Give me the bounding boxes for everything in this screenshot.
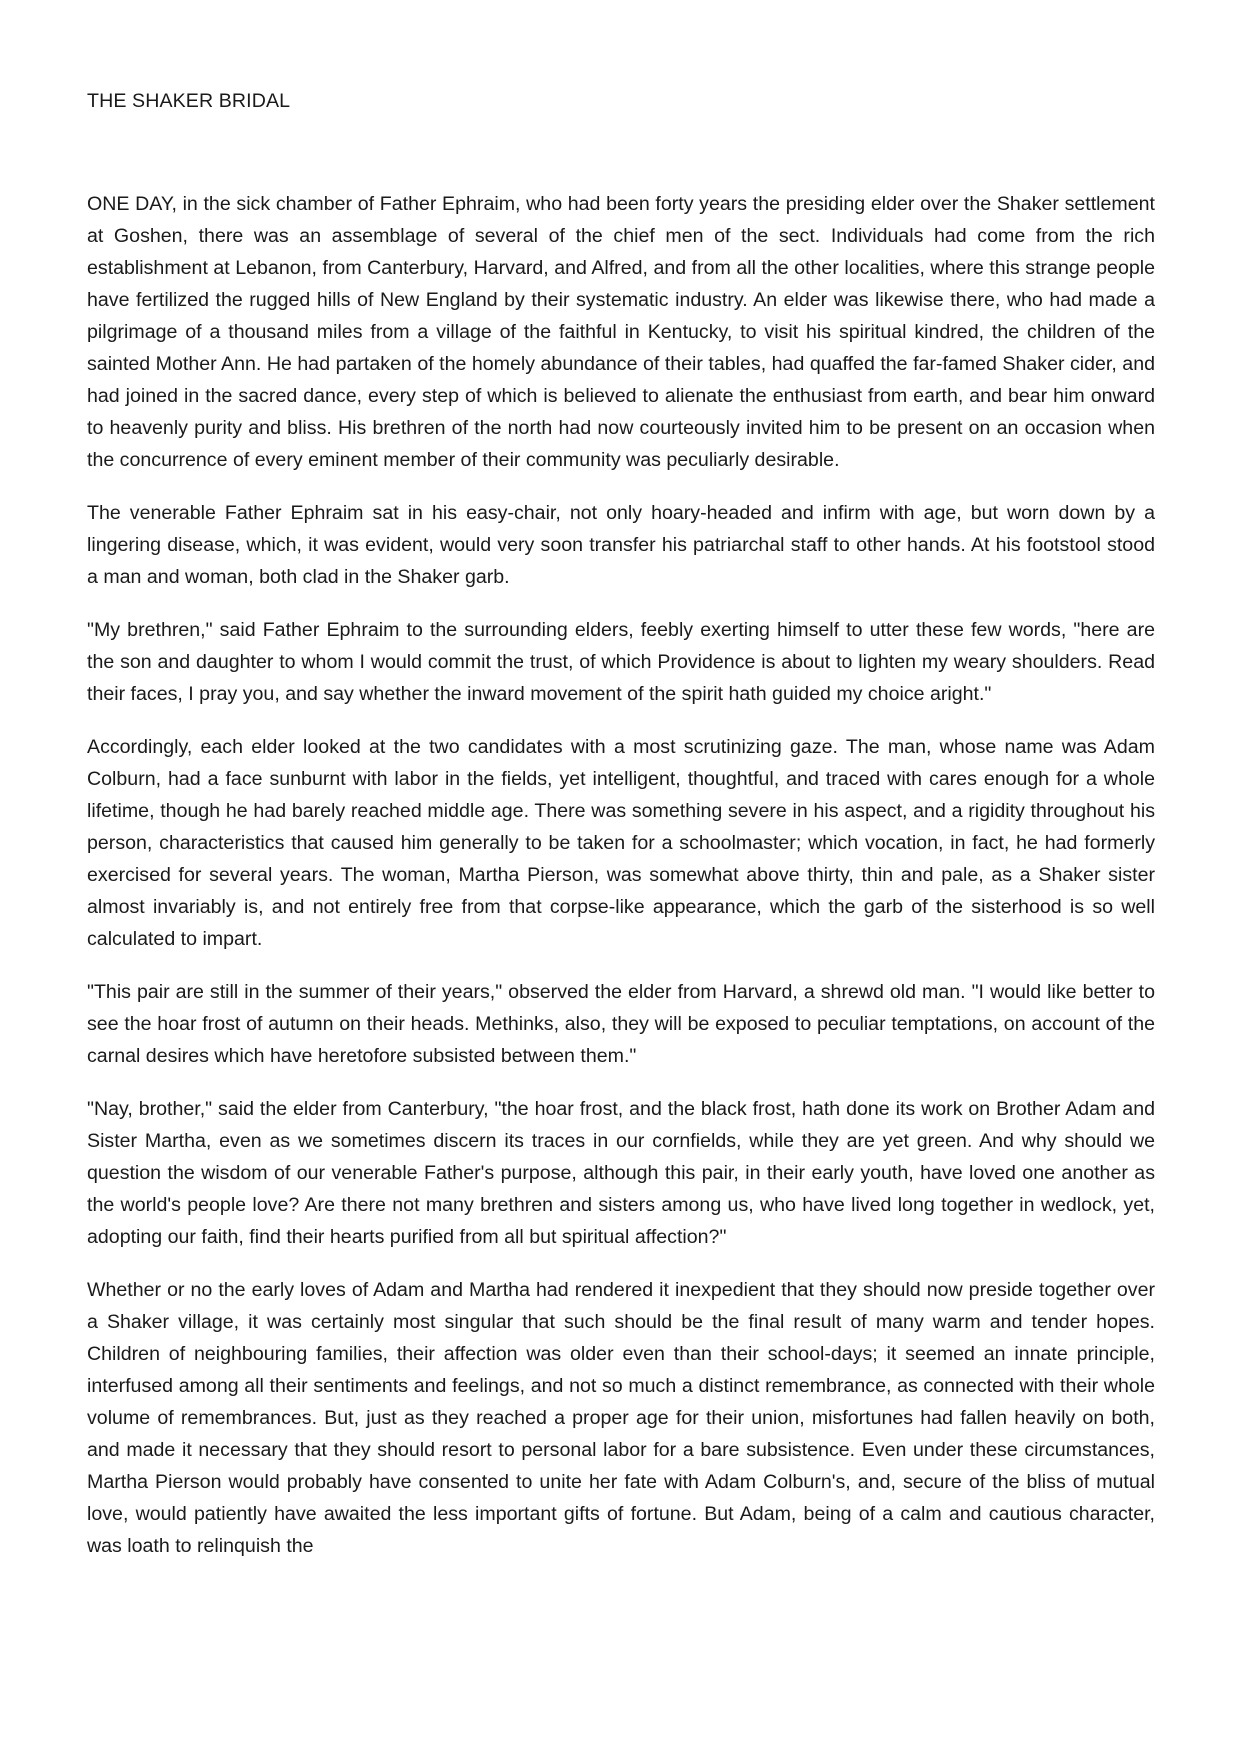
paragraph: "My brethren," said Father Ephraim to the surrounding elders, feebly exerting himself to utter these few words, "here are the son and daughter to whom I would commit the trust, of which Providence is about to lighten my weary shoulders. Read their faces, I pray you, and say whether the inward movement of the spirit hath guided my choice aright." <box>87 619 1155 705</box>
paragraph: Whether or no the early loves of Adam and Martha had rendered it inexpedient that they should now preside together over a Shaker village, it was certainly most singular that such should be the final result of many warm and tender hopes. Children of neighbouring families, their affection was older even than their school-days; it seemed an innate principle, interfused among all their sentiments and feelings, and not so much a distinct remembrance, as connected with their whole volume of remembrances. But, just as they reached a proper age for their union, misfortunes had fallen heavily on both, and made it necessary that they should resort to personal labor for a bare subsistence. Even under these circumstances, Martha Pierson would probably have consented to unite her fate with Adam Colburn's, and, secure of the bliss of mutual love, would patiently have awaited the less important gifts of fortune. But Adam, being of a calm and cautious character, was loath to relinquish the <box>87 1279 1155 1557</box>
document-title: THE SHAKER BRIDAL <box>87 90 291 112</box>
document-body <box>87 188 1155 1583</box>
paragraph: Accordingly, each elder looked at the two candidates with a most scrutinizing gaze. The man, whose name was Adam Colburn, had a face sunburnt with labor in the fields, yet intelligent, thoughtful, and traced with cares enough for a whole lifetime, though he had barely reached middle age. There was something severe in his aspect, and a rigidity throughout his person, characteristics that caused him generally to be taken for a schoolmaster; which vocation, in fact, he had formerly exercised for several years. The woman, Martha Pierson, was somewhat above thirty, thin and pale, as a Shaker sister almost invariably is, and not entirely free from that corpse-like appearance, which the garb of the sisterhood is so well calculated to impart. <box>87 736 1155 950</box>
paragraph: "This pair are still in the summer of their years," observed the elder from Harvard, a shrewd old man. "I would like better to see the hoar frost of autumn on their heads. Methinks, also, they will be exposed to peculiar temptations, on account of the carnal desires which have heretofore subsisted between them." <box>87 981 1155 1067</box>
paragraph: The venerable Father Ephraim sat in his easy-chair, not only hoary-headed and infirm with age, but worn down by a lingering disease, which, it was evident, would very soon transfer his patriarchal staff to other hands. At his footstool stood a man and woman, both clad in the Shaker garb. <box>87 502 1155 588</box>
paragraph: ONE DAY, in the sick chamber of Father Ephraim, who had been forty years the presiding elder over the Shaker settlement at Goshen, there was an assemblage of several of the chief men of the sect. Individuals had come from the rich establishment at Lebanon, from Canterbury, Harvard, and Alfred, and from all the other localities, where this strange people have fertilized the rugged hills of New England by their systematic industry. An elder was likewise there, who had made a pilgrimage of a thousand miles from a village of the faithful in Kentucky, to visit his spiritual kindred, the children of the sainted Mother Ann. He had partaken of the homely abundance of their tables, had quaffed the far-famed Shaker cider, and had joined in the sacred dance, every step of which is believed to alienate the enthusiast from earth, and bear him onward to heavenly purity and bliss. His brethren of the north had now courteously invited him to be present on an occasion when the concurrence of every eminent member of their community was peculiarly desirable. <box>87 193 1155 471</box>
paragraph: "Nay, brother," said the elder from Canterbury, "the hoar frost, and the black frost, hath done its work on Brother Adam and Sister Martha, even as we sometimes discern its traces in our cornfields, while they are yet green. And why should we question the wisdom of our venerable Father's purpose, although this pair, in their early youth, have loved one another as the world's people love? Are there not many brethren and sisters among us, who have lived long together in wedlock, yet, adopting our faith, find their hearts purified from all but spiritual affection?" <box>87 1098 1155 1248</box>
